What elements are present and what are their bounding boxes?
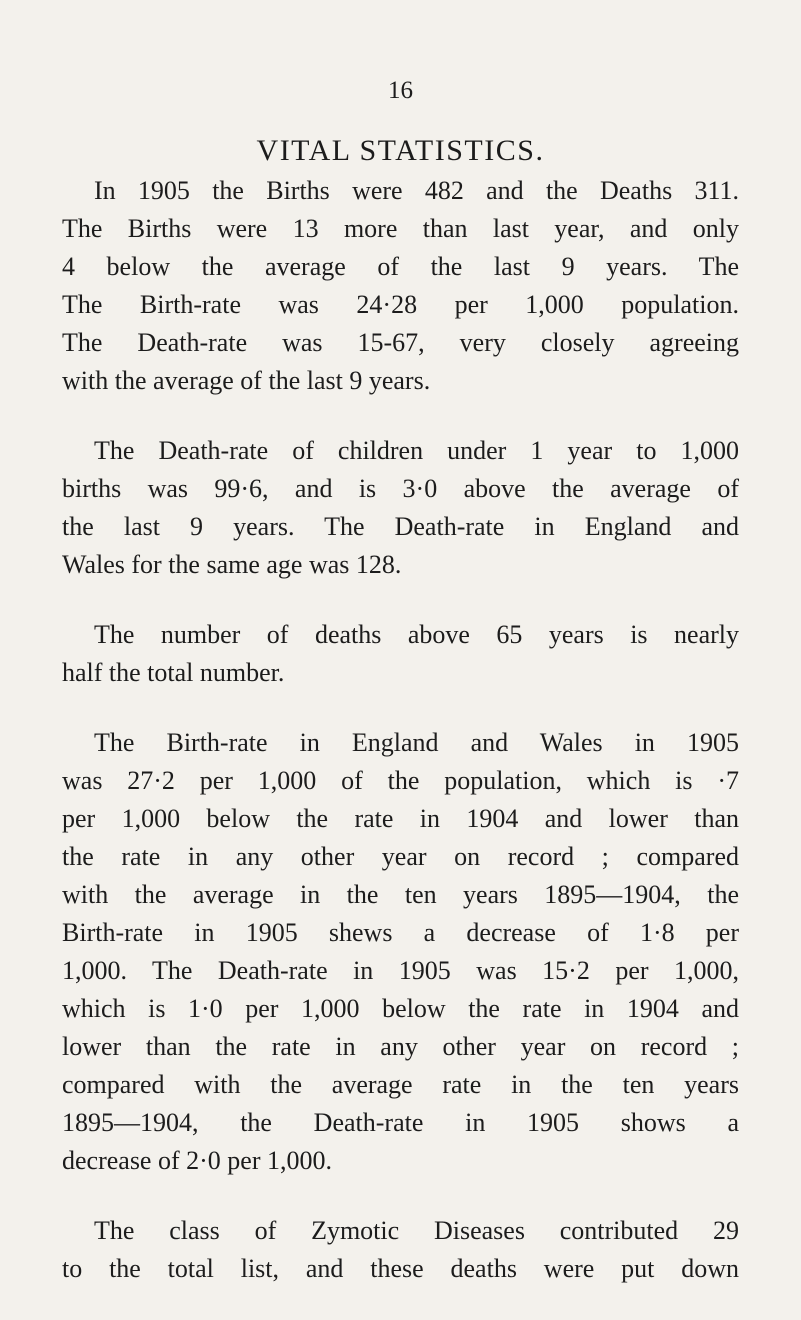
text-line: The number of deaths above 65 years is nearly [94, 620, 739, 649]
text-line: was 27·2 per 1,000 of the population, which is ·7 [62, 766, 739, 795]
text-line: compared with the average rate in the ten years [62, 1070, 739, 1099]
text-line: Wales for the same age was 128. [62, 550, 402, 579]
paragraph-births-deaths [62, 172, 739, 400]
text-line: 1,000. The Death-rate in 1905 was 15·2 per 1,000, [62, 956, 739, 985]
text-line: half the total number. [62, 658, 285, 687]
text-line: The Death-rate was 15-67, very closely agreeing [62, 328, 739, 357]
text-line: Birth-rate in 1905 shews a decrease of 1·8 per [62, 918, 739, 947]
text-line: to the total list, and these deaths were put down [62, 1254, 739, 1283]
paragraph-infant-death-rate [62, 432, 739, 584]
text-line: The class of Zymotic Diseases contributed 29 [94, 1216, 739, 1245]
text-line: with the average of the last 9 years. [62, 366, 431, 395]
text-line: births was 99·6, and is 3·0 above the average of [62, 474, 739, 503]
paragraph-zymotic-diseases [62, 1212, 739, 1288]
page-number: 16 [388, 77, 413, 104]
text-line: decrease of 2·0 per 1,000. [62, 1146, 332, 1175]
text-line: per 1,000 below the rate in 1904 and lower than [62, 804, 739, 833]
text-line: The Births were 13 more than last year, and only [62, 214, 739, 243]
text-line: 1895—1904, the Death-rate in 1905 shows a [62, 1108, 739, 1137]
page-title: VITAL STATISTICS. [256, 134, 545, 167]
text-line: In 1905 the Births were 482 and the Deaths 311. [94, 176, 739, 205]
text-line: The Birth-rate was 24·28 per 1,000 population. [62, 290, 739, 319]
text-line: The Death-rate of children under 1 year to 1,000 [94, 436, 739, 465]
body-text [62, 172, 739, 1320]
paragraph-england-wales-rates [62, 724, 739, 1180]
text-line: the rate in any other year on record ; compared [62, 842, 739, 871]
text-line: which is 1·0 per 1,000 below the rate in 1904 and [62, 994, 739, 1023]
paragraph-deaths-above-65 [62, 616, 739, 692]
text-line: 4 below the average of the last 9 years. The [62, 252, 739, 281]
text-line: lower than the rate in any other year on record ; [62, 1032, 739, 1061]
text-line: with the average in the ten years 1895—1904, the [62, 880, 739, 909]
text-line: The Birth-rate in England and Wales in 1905 [94, 728, 739, 757]
text-line: the last 9 years. The Death-rate in England and [62, 512, 739, 541]
